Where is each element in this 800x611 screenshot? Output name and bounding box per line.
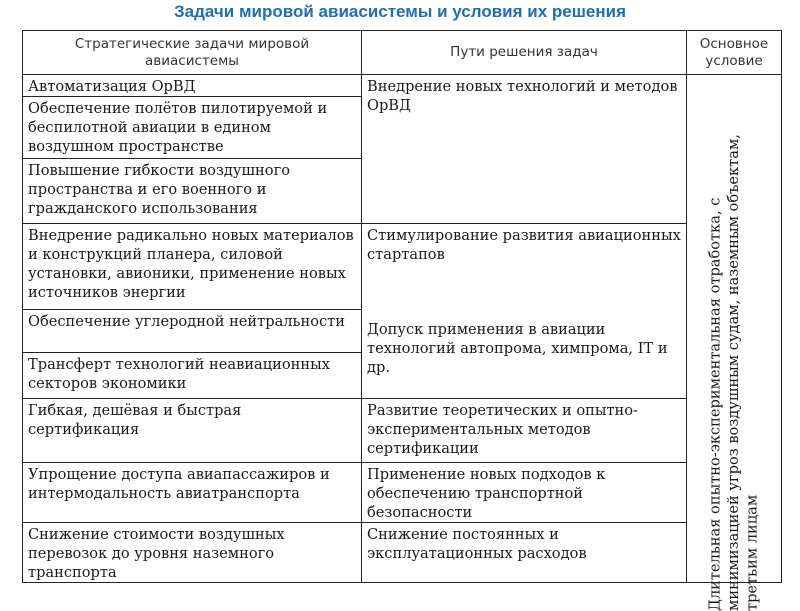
solution-tech-transfer: Допуск применения в авиации технологий автопрома, химпрома, IT и др. bbox=[367, 321, 668, 376]
table-row bbox=[23, 224, 782, 310]
solution-cell: Развитие теоретических и опытно-экспериментальных методов сертификации bbox=[362, 399, 687, 463]
condition-cell bbox=[687, 75, 782, 611]
task-cell: Упрощение доступа авиапассажиров и интермодальность авиатранспорта bbox=[23, 463, 362, 523]
header-condition: Основное условие bbox=[687, 31, 782, 75]
task-cell: Снижение стоимости воздушных перевозок до уровня наземного транспорта bbox=[23, 523, 362, 583]
solution-cell: Снижение постоянных и эксплуатационных расходов bbox=[362, 523, 687, 583]
header-solutions: Пути решения задач bbox=[362, 31, 687, 75]
table-row bbox=[23, 523, 782, 583]
solution-cell: Внедрение новых технологий и методов ОрВД bbox=[362, 75, 687, 224]
solution-cell: Применение новых подходов к обеспечению транспортной безопасности bbox=[362, 463, 687, 523]
header-tasks: Стратегические задачи мировой авиасистемы bbox=[23, 31, 362, 75]
table-row bbox=[23, 463, 782, 523]
table-row bbox=[23, 399, 782, 463]
table-row bbox=[23, 75, 782, 97]
task-cell: Внедрение радикально новых материалов и конструкций планера, силовой установки, авионики, применение новых источников энергии bbox=[23, 224, 362, 310]
tasks-table bbox=[22, 30, 782, 611]
solution-startups: Стимулирование развития авиационных стартапов bbox=[367, 227, 681, 263]
condition-text: Длительная опытно-экспериментальная отработка, с минимизацией угроз воздушным судам, наземным объектам, третьим лицам bbox=[706, 134, 761, 611]
task-cell: Повышение гибкости воздушного пространства и его военного и гражданского использования bbox=[23, 159, 362, 224]
task-cell: Автоматизация ОрВД bbox=[23, 75, 362, 97]
task-cell: Гибкая, дешёвая и быстрая сертификация bbox=[23, 399, 362, 463]
task-cell: Трансферт технологий неавиационных секторов экономики bbox=[23, 353, 362, 399]
task-cell: Обеспечение углеродной нейтральности bbox=[23, 310, 362, 353]
page-title: Задачи мировой авиасистемы и условия их решения bbox=[174, 2, 626, 21]
task-cell: Обеспечение полётов пилотируемой и беспилотной авиации в едином воздушном пространстве bbox=[23, 97, 362, 159]
table-header-row bbox=[23, 31, 782, 75]
solution-cell bbox=[362, 224, 687, 399]
